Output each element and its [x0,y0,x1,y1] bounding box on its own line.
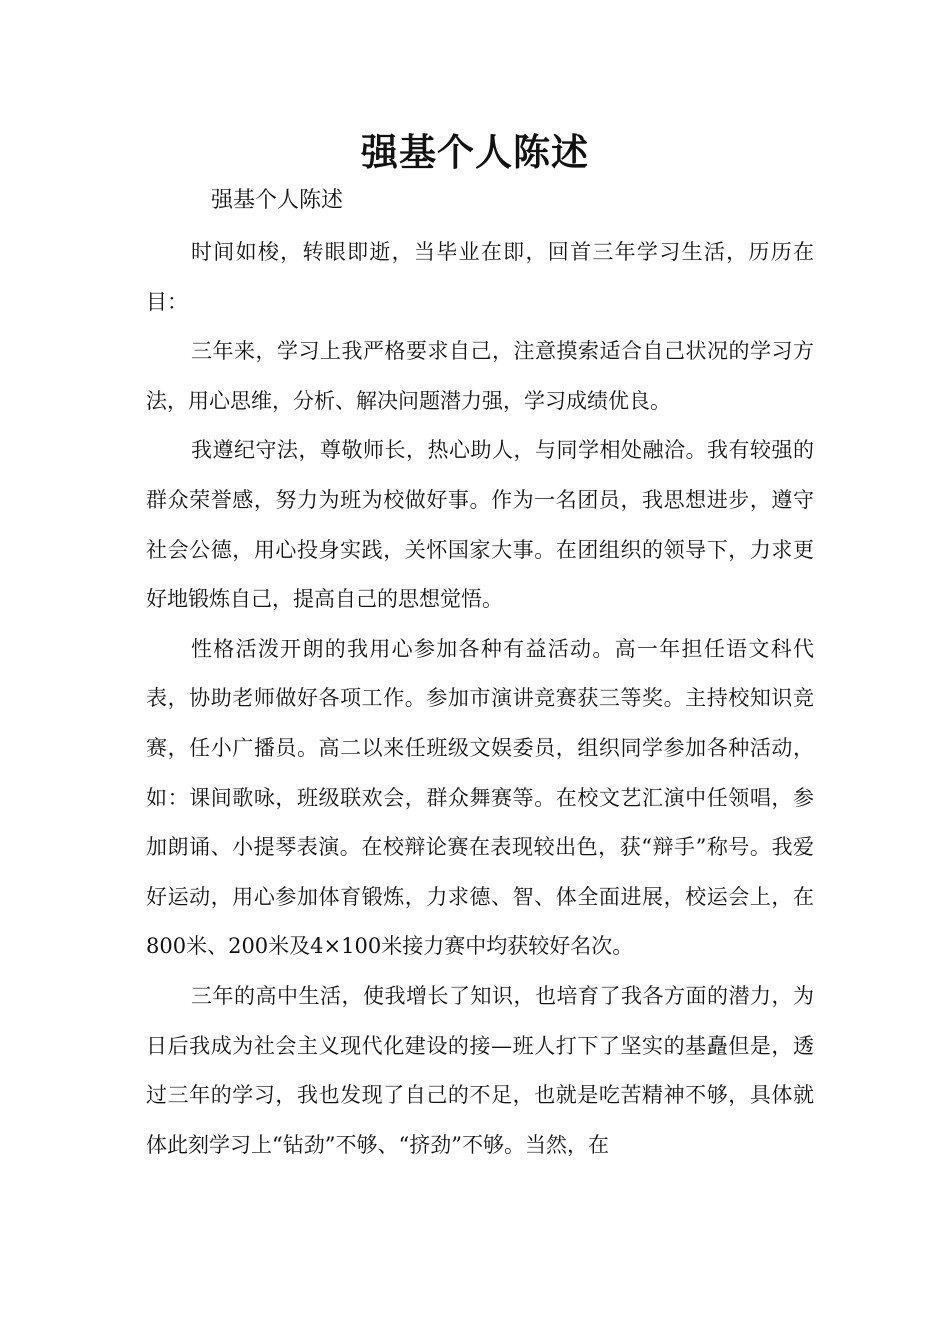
document-title: 强基个人陈述 [361,131,589,174]
paragraph-3: 我遵纪守法，尊敬师长，热心助人，与同学相处融洽。我有较强的群众荣誉感，努力为班为校做好事。作为一名团员，我思想进步，遵守社会公德，用心投身实践，关怀国家大事。在团组织的领导下，力求更好地锻炼自己，提高自己的思想觉悟。 [146,438,814,612]
paragraph-5: 三年的高中生活，使我增长了知识，也培育了我各方面的潜力，为日后我成为社会主义现代化建设的接—班人打下了坚实的基矗但是，透过三年的学习，我也发现了自己的不足，也就是吃苦精神不够，具体就体此刻学习上“钻劲”不够、“挤劲”不够。当然，在 [146,983,814,1157]
paragraph-1: 时间如梭，转眼即逝，当毕业在即，回首三年学习生活，历历在目： [146,240,814,314]
paragraph-4: 性格活泼开朗的我用心参加各种有益活动。高一年担任语文科代表，协助老师做好各项工作。参加市演讲竞赛获三等奖。主持校知识竞赛，任小广播员。高二以来任班级文娱委员，组织同学参加各种活动，如：课间歌咏，班级联欢会，群众舞赛等。在校文艺汇演中任领唱，参加朗诵、小提琴表演。在校辩论赛在表现较出色，获“辩手”称号。我爱好运动，用心参加体育锻炼，力求德、智、体全面进展，校运会上，在800米、200米及4×100米接力赛中均获较好名次。 [146,636,814,959]
document-subtitle: 强基个人陈述 [211,188,344,213]
paragraph-2: 三年来，学习上我严格要求自己，注意摸索适合自己状况的学习方法，用心思维，分析、解决问题潜力强，学习成绩优良。 [146,339,814,413]
document-body [146,228,814,1170]
